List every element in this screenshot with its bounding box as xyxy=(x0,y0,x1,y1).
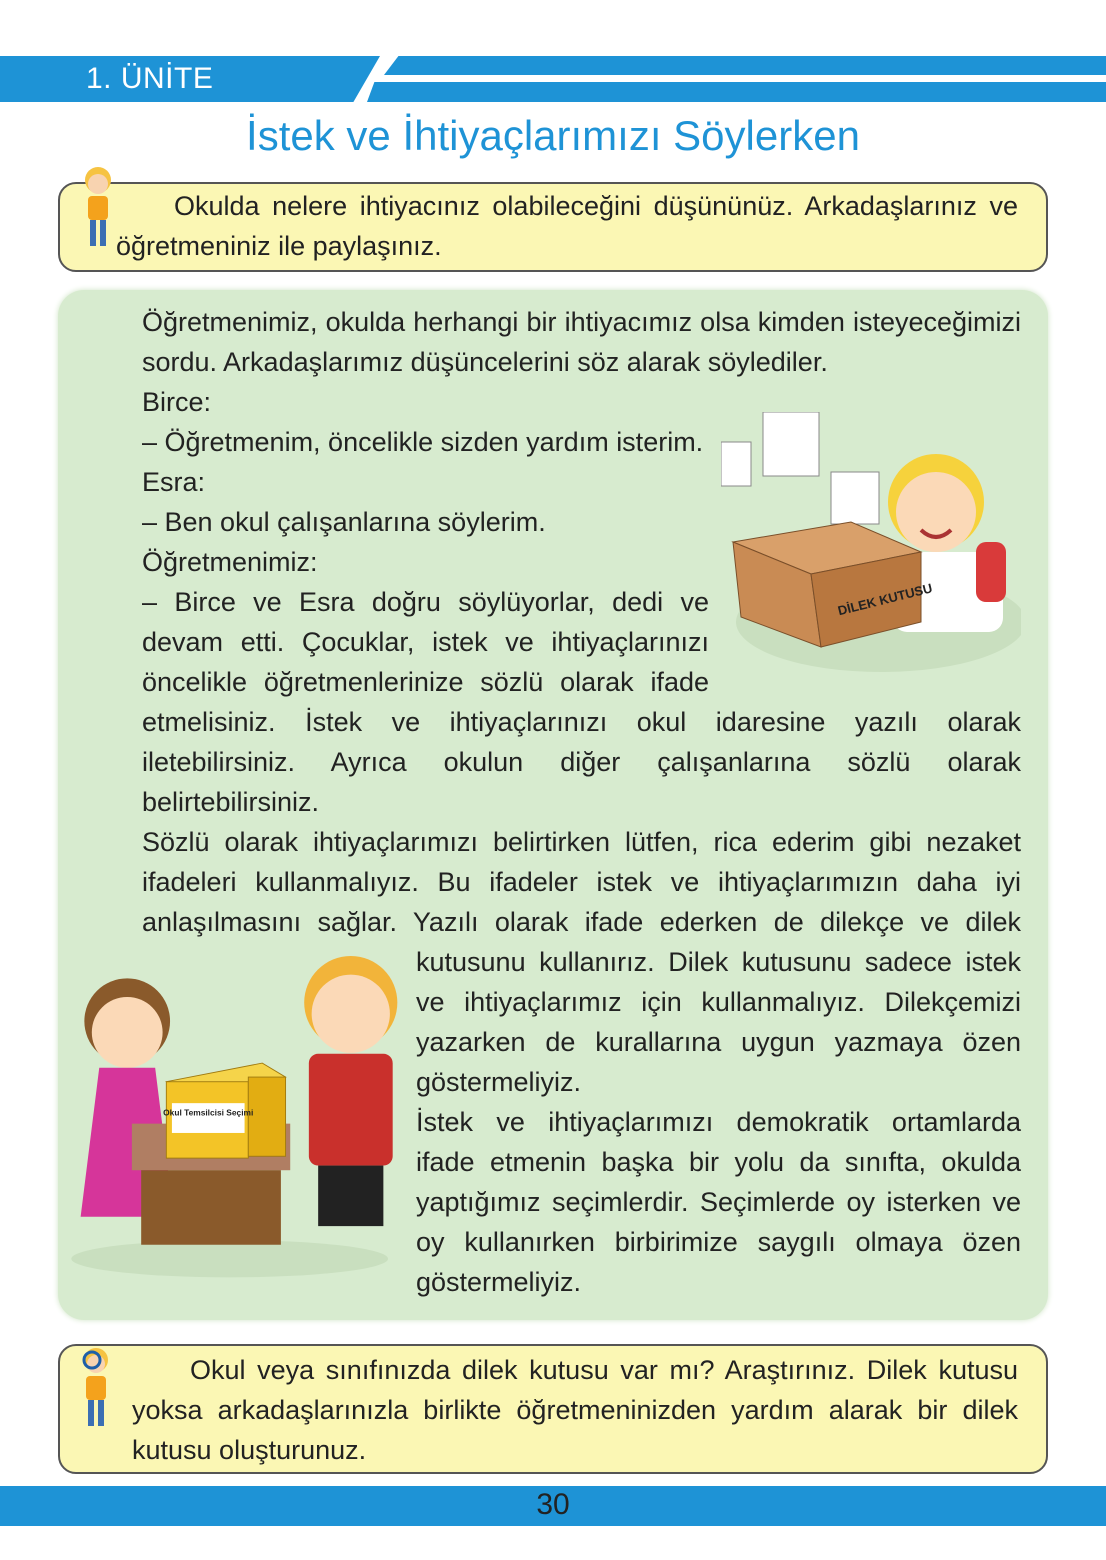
ballot-box-label: Okul Temsilcisi Seçimi xyxy=(163,1107,254,1118)
wish-box-label: DİLEK KUTUSU xyxy=(836,580,934,619)
paragraph: İstek ve ihtiyaçlarımızı demokratik ortamlarda ifade etmenin başka bir yolu da sınıfta, okulda yaptığımız seçimlerdir. Seçimlerde oy isterken ve oy kullanırken birbirimize saygılı olmaya özen göstermeliyiz. xyxy=(416,1107,1021,1297)
boy-thinking-icon xyxy=(76,164,116,250)
intro-box xyxy=(58,182,1048,272)
dialogue-line: – Ben okul çalışanlarına söylerim. xyxy=(142,507,546,537)
intro-text: Okulda nelere ihtiyacınız olabileceğini düşününüz. Arkadaşlarınız ve öğretmeniniz ile paylaşınız. xyxy=(116,191,1018,261)
header-stripe xyxy=(384,56,1106,75)
wish-box-illustration xyxy=(721,382,1021,674)
activity-box xyxy=(58,1344,1048,1474)
activity-text: Okul veya sınıfınızda dilek kutusu var mı? Araştırınız. Dilek kutusu yoksa arkadaşlarınızla birlikte öğretmeninizden yardım alarak bir dilek kutusu oluşturunuz. xyxy=(132,1355,1018,1465)
reading-text xyxy=(86,302,1021,1302)
dialogue-line: – Öğretmenim, öncelikle sizden yardım isterim. xyxy=(142,427,704,457)
paragraph: Sözlü olarak ihtiyaçlarımızı belirtirken lütfen, rica ederim gibi nezaket ifadeleri kullanmalıyız. Bu ifadeler istek ve ihtiyaçlarımızın daha iyi anlaşılmasını sağlar. Yazılı olarak ifade ederken de dilekçe ve dilek kutusunu kullanırız. Dilek kutusunu sadece istek ve ihtiyaçlarımız için kullanmalıyız. Dilekçemizi yazarken de kurallarına uygun yazmaya özen göstermeliyiz. xyxy=(142,827,1021,1097)
paragraph: Öğretmenimiz, okulda herhangi bir ihtiyacımız olsa kimden isteyeceğimizi sordu. Arkadaşlarımız düşüncelerini söz alarak söylediler. xyxy=(142,307,1021,377)
speaker-label: Esra: xyxy=(142,467,206,497)
speaker-label: Öğretmenimiz: xyxy=(142,547,318,577)
page-title: İstek ve İhtiyaçlarımızı Söylerken xyxy=(246,112,860,159)
speaker-label: Birce: xyxy=(142,387,212,417)
dialogue-line: – Birce ve Esra doğru söylüyorlar, dedi ve devam etti. Çocuklar, istek ve ihtiyaçlarınızı öncelikle öğretmenlerinize sözlü olarak ifade etmelisiniz. İstek ve ihtiyaçlarınızı okul idaresine yazılı olarak iletebilirsiniz. Ayrıca okulun diğer çalışanlarına sözlü olarak belirtebilirsiniz. xyxy=(142,587,1021,817)
election-illustration xyxy=(62,822,402,1292)
header-stripe xyxy=(367,82,1106,102)
boy-magnifier-icon xyxy=(76,1346,116,1432)
unit-label: 1. ÜNİTE xyxy=(86,62,214,95)
page-number: 30 xyxy=(536,1488,570,1521)
